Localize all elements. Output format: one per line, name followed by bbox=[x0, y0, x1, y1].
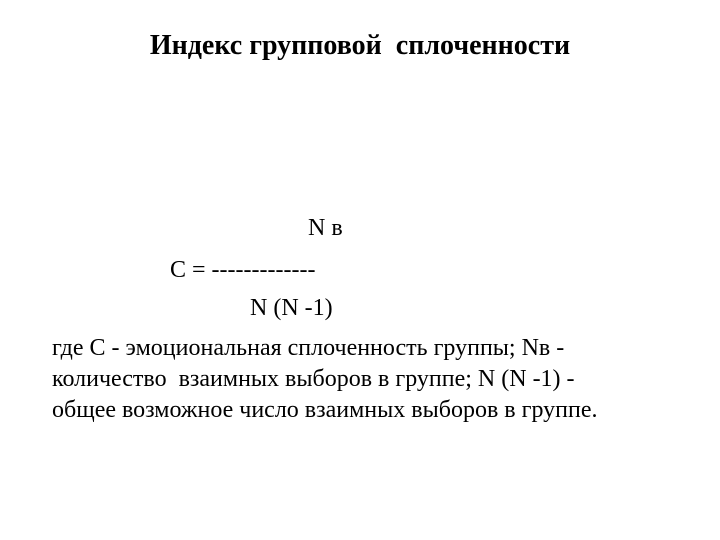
description-line: общее возможное число взаимных выборов в группе. bbox=[52, 397, 598, 423]
formula-equation: С = ------------- bbox=[170, 257, 316, 283]
description-line: где С - эмоциональная сплоченность группы; Nв - bbox=[52, 335, 565, 361]
slide-title: Индекс групповой сплоченности bbox=[149, 30, 571, 61]
formula-numerator: N в bbox=[308, 215, 343, 241]
formula-description bbox=[52, 333, 707, 426]
description-line: количество взаимных выборов в группе; N (N -1) - bbox=[52, 366, 575, 392]
formula-denominator: N (N -1) bbox=[250, 295, 333, 321]
